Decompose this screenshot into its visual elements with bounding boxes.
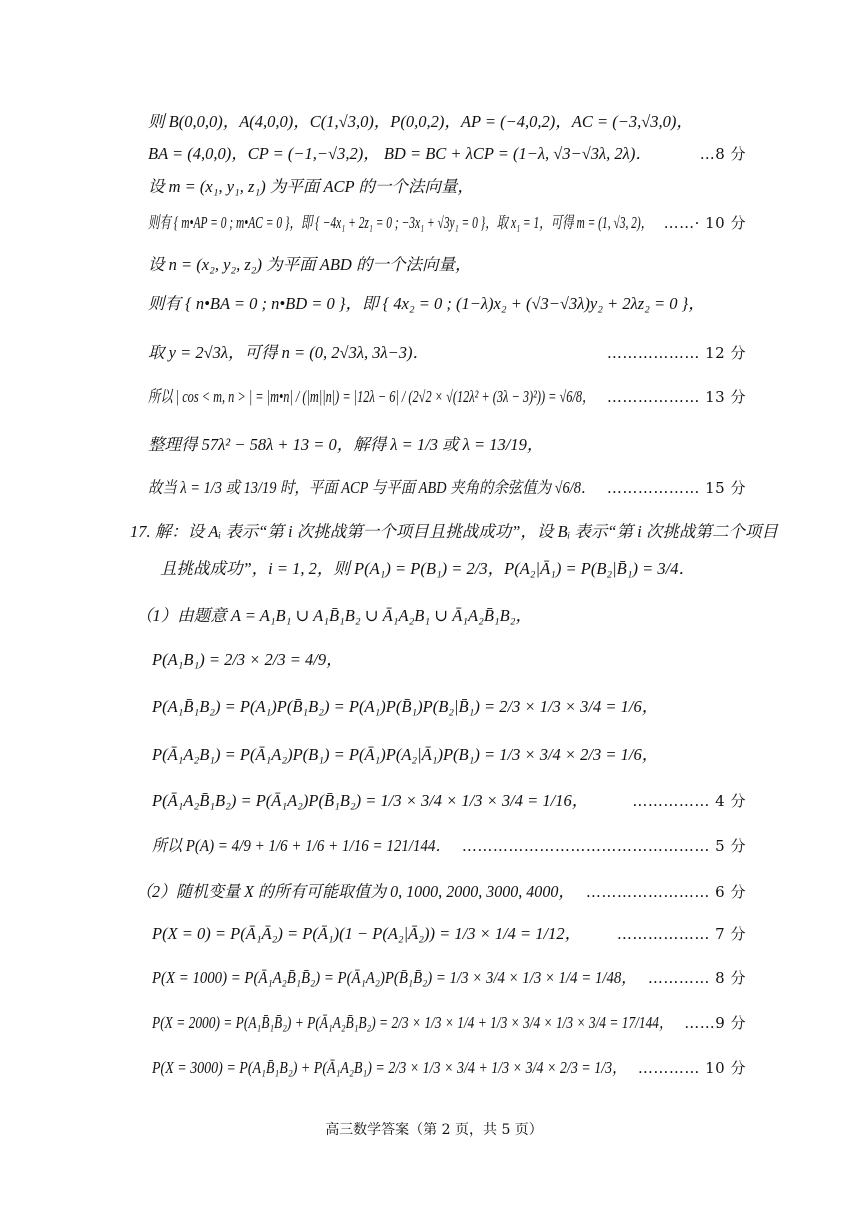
solution-line-text: P(A₁B₁) = 2/3 × 2/3 = 4/9，: [152, 650, 343, 669]
solution-line-text: 所以 P(A) = 4/9 + 1/6 + 1/6 + 1/16 = 121/144．: [152, 836, 451, 855]
score-marker: ………… 8 分: [647, 969, 746, 987]
solution-line: [0, 914, 868, 954]
solution-line: [0, 468, 868, 508]
solution-line: [0, 596, 868, 636]
solution-line-text: P(X = 1000) = P(Ā₁A₂B̄₁B̄₂) = P(Ā₁A₂)P(B̄₁B̄₂) = 1/3 × 3/4 × 1/3 × 1/4 = 1/48，: [152, 968, 637, 987]
solution-line: [0, 512, 868, 552]
score-marker: ……………… 15 分: [606, 479, 746, 497]
solution-line: [0, 203, 868, 243]
score-marker: ………… 10 分: [637, 1059, 746, 1077]
solution-line-text: 所以 | cos < m, n > | = |m•n| / (|m||n|) = |12λ − 6| / (2√2 × √(12λ² + (3λ − 3)²)) = √6/8，: [148, 387, 595, 406]
solution-line-text: P(Ā₁A₂B₁) = P(Ā₁A₂)P(B₁) = P(Ā₁)P(A₂|Ā₁)P(B₁) = 1/3 × 3/4 × 2/3 = 1/6，: [152, 745, 659, 764]
page-footer: 高三数学答案（第 2 页，共 5 页）: [325, 1122, 543, 1138]
solution-line: [0, 1003, 868, 1043]
solution-line-text: P(A₁B̄₁B₂) = P(A₁)P(B̄₁B₂) = P(A₁)P(B̄₁)P(B₂|B̄₁) = 2/3 × 1/3 × 3/4 = 1/6，: [152, 697, 659, 716]
solution-line-text: 设 m = (x₁, y₁, z₁) 为平面 ACP 的一个法向量，: [148, 177, 474, 196]
solution-line-text: P(X = 2000) = P(A₁B̄₁B̄₂) + P(Ā₁A₂B̄₁B₂) = 2/3 × 1/3 × 1/4 + 1/3 × 3/4 × 1/3 × 3/4 = 17/144，: [152, 1013, 673, 1032]
solution-line: [0, 640, 868, 680]
solution-line: [0, 958, 868, 998]
score-marker: ……………… 7 分: [616, 925, 746, 943]
solution-line: [0, 872, 868, 912]
score-marker: ……………… 13 分: [606, 388, 746, 406]
solution-line: [0, 687, 868, 727]
solution-line-text: 则 B(0,0,0)，A(4,0,0)，C(1,√3,0)，P(0,0,2)，AP = (−4,0,2)，AC = (−3,√3,0)，: [148, 112, 693, 131]
solution-line-text: （1）由题意 A = A₁B₁ ∪ A₁B̄₁B₂ ∪ Ā₁A₂B₁ ∪ Ā₁A₂B̄₁B₂，: [136, 606, 532, 625]
solution-line-text: P(Ā₁A₂B̄₁B₂) = P(Ā₁A₂)P(B̄₁B₂) = 1/3 × 3/4 × 1/3 × 3/4 = 1/16，: [152, 791, 589, 810]
solution-line: [0, 284, 868, 324]
solution-line: [0, 425, 868, 465]
solution-line-text: 则有 { m•AP = 0 ; m•AC = 0 }，即 { −4x₁ + 2z₁ = 0 ; −3x₁ + √3y₁ = 0 }，取 x₁ = 1，可得 m = (1, √3, 2)，: [148, 213, 653, 232]
solution-line: [0, 1048, 868, 1088]
solution-line-text: 取 y = 2√3λ，可得 n = (0, 2√3λ, 3λ−3)．: [148, 343, 430, 362]
solution-line: [0, 333, 868, 373]
score-marker: ………………………………………… 5 分: [461, 837, 746, 855]
score-marker: ……9 分: [684, 1014, 746, 1032]
solution-line: [0, 167, 868, 207]
solution-line-text: 故当 λ = 1/3 或 13/19 时，平面 ACP 与平面 ABD 夹角的余弦值为 √6/8．: [148, 478, 596, 497]
solution-line-text: P(X = 3000) = P(A₁B̄₁B₂) + P(Ā₁A₂B₁) = 2/3 × 1/3 × 3/4 + 1/3 × 3/4 × 2/3 = 1/3，: [152, 1058, 627, 1077]
solution-line: [0, 781, 868, 821]
score-marker: …8 分: [699, 145, 746, 163]
solution-line: [0, 735, 868, 775]
score-marker: ……· 10 分: [663, 214, 746, 232]
solution-line: [0, 826, 868, 866]
solution-line-text: 则有 { n•BA = 0 ; n•BD = 0 }，即 { 4x₂ = 0 ; (1−λ)x₂ + (√3−√3λ)y₂ + 2λz₂ = 0 }，: [148, 294, 705, 313]
solution-line-text: 整理得 57λ² − 58λ + 13 = 0，解得 λ = 1/3 或 λ = 13/19，: [148, 435, 544, 454]
solution-line-text: 且挑战成功”，i = 1, 2，则 P(A₁) = P(B₁) = 2/3，P(A₂|Ā₁) = P(B₂|B̄₁) = 3/4．: [160, 559, 695, 578]
solution-line-text: 设 n = (x₂, y₂, z₂) 为平面 ABD 的一个法向量，: [148, 255, 472, 274]
score-marker: …………… 4 分: [632, 792, 746, 810]
solution-line: [0, 377, 868, 417]
solution-line-text: （2）随机变量 X 的所有可能取值为 0, 1000, 2000, 3000, 4000，: [136, 882, 575, 901]
score-marker: ……………… 12 分: [606, 344, 746, 362]
score-marker: …………………… 6 分: [585, 883, 746, 901]
solution-line: [0, 245, 868, 285]
solution-line-text: BA = (4,0,0)，CP = (−1,−√3,2)， BD = BC + λCP = (1−λ, √3−√3λ, 2λ)．: [148, 144, 652, 163]
solution-line-text: 17. 解：设 Aᵢ 表示“第 i 次挑战第一个项目且挑战成功”，设 Bᵢ 表示“第 i 次挑战第二个项目: [130, 522, 778, 541]
solution-line-text: P(X = 0) = P(Ā₁Ā₂) = P(Ā₁)(1 − P(A₂|Ā₂)) = 1/3 × 1/4 = 1/12，: [152, 924, 582, 943]
solution-line: [0, 549, 868, 589]
